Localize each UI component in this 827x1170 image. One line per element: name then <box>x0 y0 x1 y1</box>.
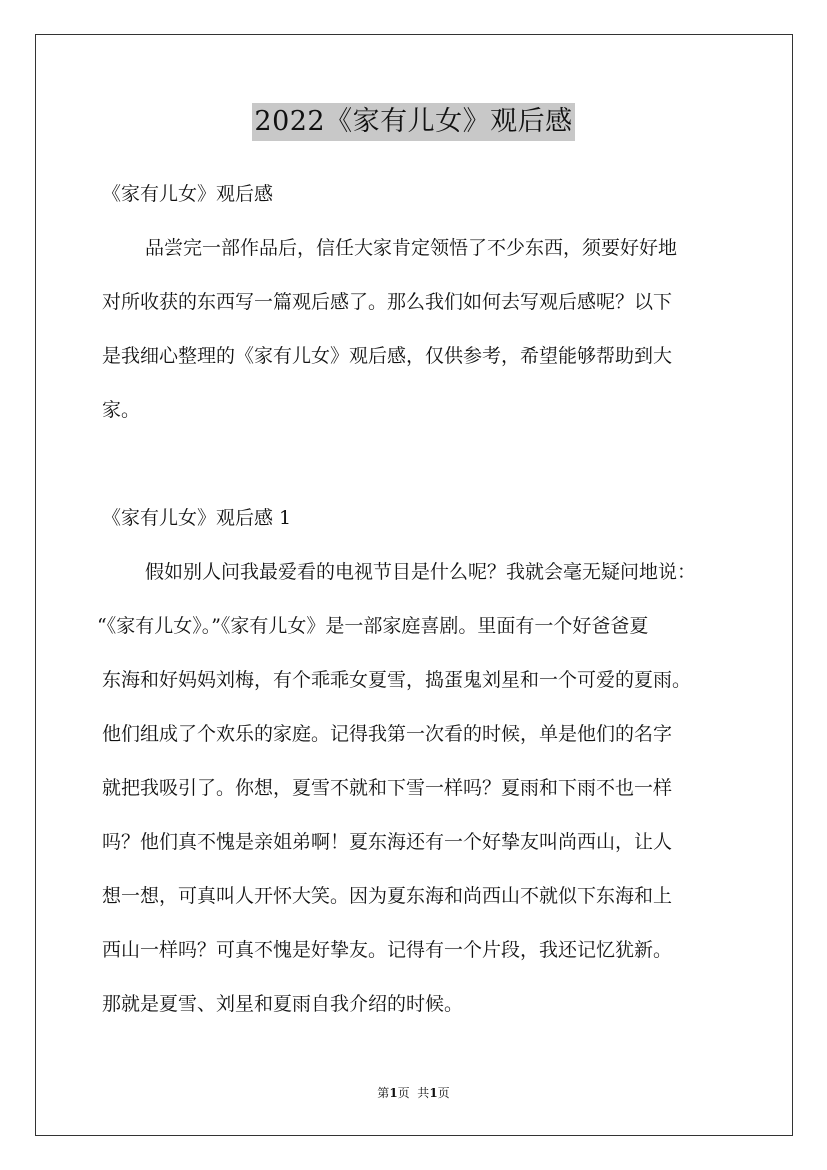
title-container <box>0 103 827 141</box>
footer-prefix: 第 <box>377 1086 390 1100</box>
footer-mid: 页 共 <box>397 1086 430 1100</box>
page-footer <box>0 1084 827 1101</box>
body-line-5: 就把我吸引了。你想，夏雪不就和下雪一样吗？夏雨和下雨不也一样 <box>102 777 673 799</box>
footer-suffix: 页 <box>437 1086 450 1100</box>
intro-line-2: 对所收获的东西写一篇观后感了。那么我们如何去写观后感呢？以下 <box>102 291 673 313</box>
body-line-3: 东海和好妈妈刘梅，有个乖乖女夏雪，捣蛋鬼刘星和一个可爱的夏雨。 <box>102 669 692 691</box>
intro-line-4: 家。 <box>102 399 141 421</box>
section-heading: 《家有儿女》观后感 1 <box>102 507 292 529</box>
body-line-4: 他们组成了个欢乐的家庭。记得我第一次看的时候，单是他们的名字 <box>102 723 673 745</box>
body-line-2: “《家有儿女》。”《家有儿女》是一部家庭喜剧。里面有一个好爸爸夏 <box>97 615 649 637</box>
body-line-8: 西山一样吗？可真不愧是好挚友。记得有一个片段，我还记忆犹新。 <box>102 939 673 961</box>
intro-line-3: 是我细心整理的《家有儿女》观后感，仅供参考，希望能够帮助到大 <box>102 345 673 367</box>
document-title: 2022《家有儿女》观后感 <box>252 103 574 141</box>
footer-total-pages: 1 <box>429 1086 438 1100</box>
body-line-9: 那就是夏雪、刘星和夏雨自我介绍的时候。 <box>102 993 464 1015</box>
body-line-6: 吗？他们真不愧是亲姐弟啊！夏东海还有一个好挚友叫尚西山，让人 <box>102 831 673 853</box>
document-subtitle: 《家有儿女》观后感 <box>102 183 274 205</box>
body-line-1: 假如别人问我最爱看的电视节目是什么呢？我就会毫无疑问地说： <box>145 561 697 583</box>
body-line-7: 想一想，可真叫人开怀大笑。因为夏东海和尚西山不就似下东海和上 <box>102 885 673 907</box>
footer-page-number: 1 <box>389 1086 398 1100</box>
intro-line-1: 品尝完一部作品后，信任大家肯定领悟了不少东西，须要好好地 <box>145 237 678 259</box>
